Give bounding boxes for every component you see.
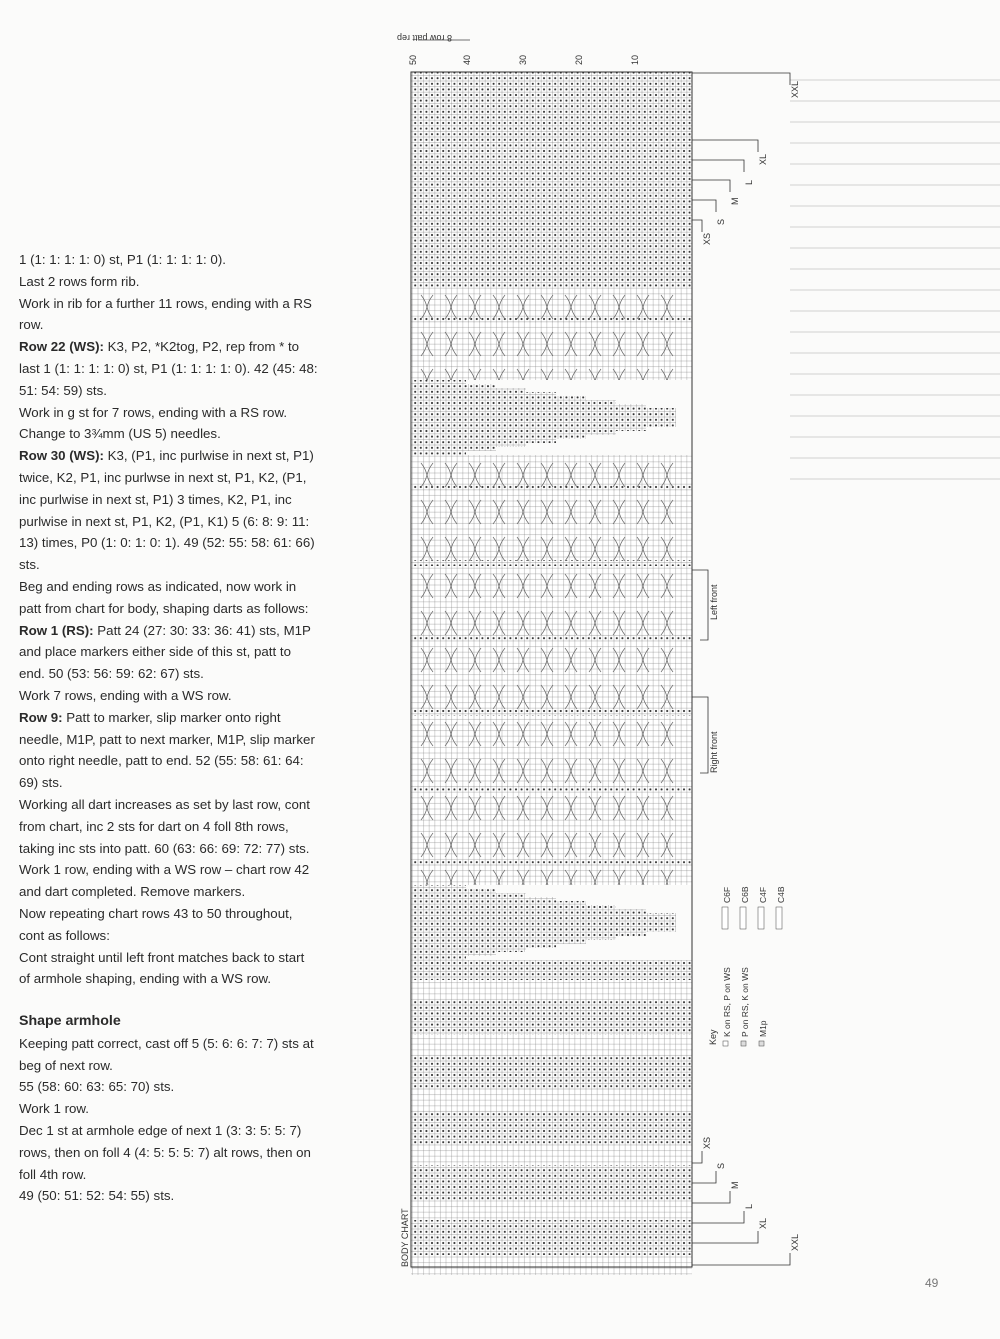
purl-row-band (411, 860, 692, 866)
purl-row-band (411, 560, 692, 566)
instruction-text: Change to 3¾mm (US 5) needles. (19, 426, 221, 442)
key-label: P on RS, K on WS (740, 967, 750, 1037)
size-label: L (744, 179, 754, 185)
left-front-bracket (692, 570, 708, 640)
size-bracket (692, 160, 744, 172)
instruction-text: Last 2 rows form rib. (19, 273, 140, 289)
size-label: XS (702, 232, 712, 245)
instruction-text: Work 7 rows, ending with a WS row. (19, 687, 232, 703)
size-label: M (730, 197, 740, 205)
row-label: Row 9: (19, 709, 63, 725)
row-number: 10 (630, 54, 640, 65)
instruction-text: K3, P2, *K2tog, P2, rep from * to last 1 (1: 1: 1: 1: 0) st, P1 (1: 1: 1: 1: 0). 42 (45: 48: 51: 54: 59) sts. (19, 339, 318, 398)
size-bracket (692, 220, 702, 232)
instruction-paragraph (19, 336, 319, 401)
right-front-label: Right front (709, 731, 719, 773)
purl-row-band (411, 317, 692, 323)
size-label: XXL (790, 80, 800, 98)
instruction-text: Now repeating chart rows 43 to 50 throughout, cont as follows: (19, 905, 293, 943)
key-cable-swatch (740, 907, 746, 929)
dart-step (411, 913, 676, 932)
instruction-text: Work in rib for a further 11 rows, ending with a RS row. (19, 295, 312, 333)
row-label: Row 22 (WS): (19, 339, 104, 355)
row-number: 30 (518, 54, 528, 65)
size-label: L (744, 1203, 754, 1209)
body-chart (390, 25, 830, 1275)
size-label: S (716, 218, 726, 225)
instruction-text: Work in g st for 7 rows, ending with a RS row. (19, 404, 288, 420)
left-front-label: Left front (709, 584, 719, 620)
instruction-paragraph (19, 271, 319, 293)
instruction-paragraph (19, 402, 319, 424)
size-bracket (692, 1231, 758, 1243)
instruction-paragraph (19, 445, 319, 576)
row-number: 20 (574, 54, 584, 65)
key-swatch (723, 1041, 728, 1046)
instruction-text: Work 1 row, ending with a WS row – chart row 42 and dart completed. Remove markers. (19, 862, 310, 900)
key-label: M1p (758, 1020, 768, 1037)
instruction-paragraph (19, 947, 319, 991)
size-label: M (730, 1181, 740, 1189)
right-front-bracket (692, 697, 708, 773)
instruction-text: 1 (1: 1: 1: 1: 0) st, P1 (1: 1: 1: 1: 0). (19, 252, 226, 267)
armhole-instruction: 49 (50: 51: 52: 54: 55) sts. (19, 1188, 175, 1204)
instruction-text: Working all dart increases as set by last row, cont from chart, inc 2 sts for dart on 4 foll 8th rows, taking inc sts into patt. 60 (63: 66: 69: 72: 77) sts. (19, 796, 310, 856)
size-label: S (716, 1162, 726, 1169)
instruction-text: K3, (P1, inc purlwise in next st, P1) twice, K2, P1, inc purlwse in next st, P1, K2, (P1, inc purlwise in next st, P1) 3 times, K2, P1, inc purlwise in next st, P1, K2, (P1, K1) 5 (6: 8: 9: 11: 13) times, P0 (1: 0: 1: 0: 1). 49 (52: 55: 58: 61: 66) sts. (19, 448, 315, 573)
repeat-label: 8 row patt rep (396, 33, 452, 43)
key-label: C6B (740, 886, 750, 903)
instruction-paragraph (19, 620, 319, 685)
knit-row-band (411, 1035, 692, 1055)
key-swatch (741, 1041, 746, 1046)
armhole-instruction: Dec 1 st at armhole edge of next 1 (3: 3: 5: 5: 7) rows, then on foll 4 (4: 5: 5: 5: 7) alt rows, then on foll 4th row. (19, 1123, 311, 1182)
instruction-paragraph (19, 903, 319, 947)
knit-row-band (411, 1255, 692, 1275)
size-bracket (692, 1171, 716, 1183)
instruction-text: Beg and ending rows as indicated, now work in patt from chart for body, shaping darts as follows: (19, 578, 309, 616)
size-bracket (692, 180, 730, 192)
purl-row-band (411, 635, 692, 641)
instruction-paragraph (19, 707, 319, 794)
size-label: XL (758, 153, 768, 165)
knit-row-band (411, 1090, 692, 1110)
key-cable-swatch (758, 907, 764, 929)
size-label: XL (758, 1217, 768, 1229)
size-bracket (692, 1211, 744, 1223)
knit-row-band (411, 1145, 692, 1165)
size-bracket (692, 1191, 730, 1203)
key-label: K on RS, P on WS (722, 967, 732, 1037)
page-number: 49 (925, 1276, 939, 1290)
size-bracket (692, 1253, 790, 1265)
instruction-paragraph (19, 576, 319, 620)
dart-step (411, 408, 676, 427)
armhole-instruction: 55 (58: 60: 63: 65: 70) sts. (19, 1079, 175, 1095)
shape-armhole-heading: Shape armhole (19, 1013, 121, 1030)
pattern-instructions (19, 249, 319, 1207)
size-bracket (692, 73, 790, 85)
key-title: Key (708, 1029, 718, 1045)
purl-row-band (411, 485, 692, 491)
key-label: C4B (776, 886, 786, 903)
purl-stitch-block (411, 72, 692, 287)
armhole-instruction: Keeping patt correct, cast off 5 (5: 6: 6: 7: 7) sts at beg of next row. (19, 1035, 314, 1073)
size-label: XS (702, 1136, 712, 1149)
purl-stitch-block (411, 960, 692, 1267)
row-number: 50 (408, 54, 418, 65)
key-cable-swatch (722, 907, 728, 929)
key-cable-swatch (776, 907, 782, 929)
instruction-paragraph (19, 249, 319, 271)
key-label: C4F (758, 886, 768, 903)
instruction-text: Patt 24 (27: 30: 33: 36: 41) sts, M1P and place markers either side of this st, patt to end. 50 (53: 56: 59: 62: 67) sts. (19, 622, 311, 682)
key-swatch (759, 1041, 764, 1046)
knit-row-band (411, 1200, 692, 1220)
chart-title: BODY CHART (400, 1208, 410, 1267)
instruction-paragraph (19, 859, 319, 903)
size-bracket (692, 200, 716, 212)
instruction-paragraph (19, 423, 319, 445)
instruction-paragraph (19, 293, 319, 337)
purl-row-band (411, 785, 692, 791)
instruction-text: Patt to marker, slip marker onto right needle, M1P, patt to next marker, M1P, slip marker onto right needle, patt to end. 52 (55: 58: 61: 64: 69) sts. (19, 709, 315, 791)
row-number: 40 (462, 54, 472, 65)
row-label: Row 1 (RS): (19, 622, 94, 638)
instruction-paragraph (19, 685, 319, 707)
purl-row-band (411, 710, 692, 716)
size-bracket (692, 1151, 702, 1163)
size-bracket (692, 140, 758, 152)
row-label: Row 30 (WS): (19, 448, 104, 464)
key-label: C6F (722, 886, 732, 903)
instruction-paragraph (19, 794, 319, 859)
instruction-text: Cont straight until left front matches back to start of armhole shaping, ending with a WS row. (19, 949, 305, 987)
size-label: XXL (790, 1233, 800, 1251)
knit-row-band (411, 980, 692, 1000)
armhole-instruction: Work 1 row. (19, 1101, 89, 1117)
